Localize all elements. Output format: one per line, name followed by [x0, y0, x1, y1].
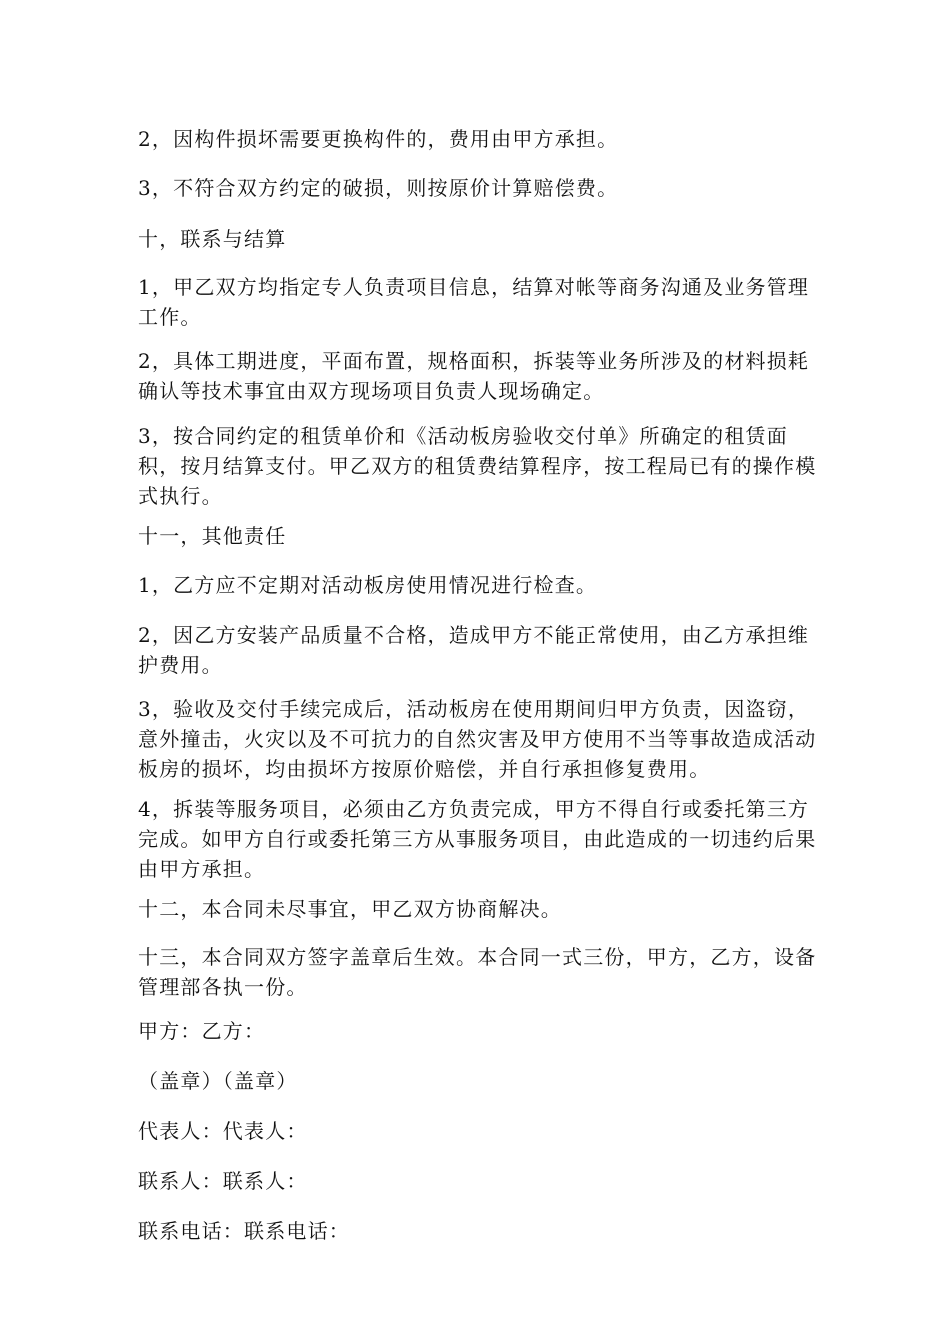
- clause-10-item-1: 1，甲乙双方均指定专人负责项目信息，结算对帐等商务沟通及业务管理工作。: [138, 275, 810, 329]
- signature-parties-line: 甲方：乙方：: [138, 1019, 266, 1043]
- contact-person-line: 联系人：联系人：: [138, 1169, 308, 1193]
- seal-line: （盖章）（盖章）: [138, 1069, 298, 1093]
- clause-9-item-3: 3，不符合双方约定的破损，则按原价计算赔偿费。: [138, 176, 619, 200]
- clause-9-item-2: 2，因构件损坏需要更换构件的，费用由甲方承担。: [138, 127, 619, 151]
- clause-10-item-3: 3，按合同约定的租赁单价和《活动板房验收交付单》所确定的租赁面积，按月结算支付。甲乙双方的租赁费结算程序，按工程局已有的操作模式执行。: [138, 424, 817, 508]
- clause-11-item-3: 3，验收及交付手续完成后，活动板房在使用期间归甲方负责，因盗窃，意外撞击，火灾以及不可抗力的自然灾害及甲方使用不当等事故造成活动板房的损坏，均由损坏方按原价赔偿，并自行承担修复费用。: [138, 697, 817, 781]
- contact-phone-line: 联系电话：联系电话：: [138, 1219, 350, 1243]
- clause-11-item-4: 4，拆装等服务项目，必须由乙方负责完成，甲方不得自行或委托第三方完成。如甲方自行或委托第三方从事服务项目，由此造成的一切违约后果由甲方承担。: [138, 797, 817, 881]
- section-12-text: 十二，本合同未尽事宜，甲乙双方协商解决。: [138, 897, 562, 921]
- clause-10-item-2: 2，具体工期进度，平面布置，规格面积，拆装等业务所涉及的材料损耗确认等技术事宜由双方现场项目负责人现场确定。: [138, 349, 810, 403]
- representative-line: 代表人：代表人：: [138, 1119, 308, 1143]
- section-10-heading: 十，联系与结算: [138, 227, 287, 251]
- clause-11-item-2: 2，因乙方安装产品质量不合格，造成甲方不能正常使用，由乙方承担维护费用。: [138, 623, 810, 677]
- clause-11-item-1: 1，乙方应不定期对活动板房使用情况进行检查。: [138, 573, 598, 597]
- section-11-heading: 十一，其他责任: [138, 524, 287, 548]
- section-13-text: 十三，本合同双方签字盖章后生效。本合同一式三份，甲方，乙方，设备管理部各执一份。: [138, 945, 817, 999]
